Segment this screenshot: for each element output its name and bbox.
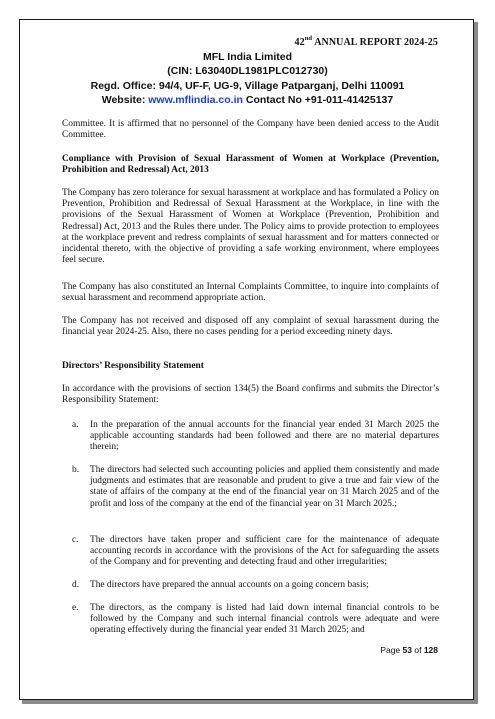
posh-heading: Compliance with Provision of Sexual Harassment of Women at Workplace (Prevention, Prohibition and Redressal) Act, 2013 <box>62 154 439 176</box>
registered-office: Regd. Office: 94/4, UF-F, UG-9, Village Patparganj, Delhi 110091 <box>90 80 405 92</box>
drs-heading: Directors’ Responsibility Statement <box>62 361 204 371</box>
list-marker: a. <box>72 420 79 430</box>
list-marker: e. <box>72 603 79 613</box>
website-link[interactable]: www.mflindia.co.in <box>148 94 243 106</box>
list-text: The directors have prepared the annual accounts on a going concern basis; <box>90 580 369 590</box>
company-name: MFL India Limited <box>202 51 293 63</box>
posh-paragraph-2: The Company has also constituted an Internal Complaints Committee, to inquire into complaints of sexual harassment and recommend appropriate action. <box>62 282 439 304</box>
company-cin: (CIN: L63040DL1981PLC012730) <box>167 65 328 77</box>
posh-paragraph-3: The Company has not received and disposed off any complaint of sexual harassment during the financial year 2024-25. Also, there no cases pending for a period exceeding ninety days. <box>62 316 439 338</box>
posh-paragraph-1: The Company has zero tolerance for sexual harassment at workplace and has formulated a Policy on Prevention, Prohibition and Redressal of Sexual Harassment at the Workplace, in line with the provisions of the Sexual Harassment of Women at Workplace (Prevention, Prohibition and Redressal) Act, 2013 and the Rules there under. The Policy aims to provide protection to employees at the workplace prevent and redress complaints of sexual harassment and for matters connected or incidental thereto, with the objective of providing a safe working environment, where employees feel secure. <box>62 188 439 266</box>
list-marker: b. <box>72 465 80 475</box>
list-text: The directors, as the company is listed had laid down internal financial controls to be followed by the Company and such internal financial controls were adequate and were operating effectively during the financial year ended 31 March 2025; and <box>90 603 439 636</box>
list-marker: d. <box>72 580 80 590</box>
drs-intro: In accordance with the provisions of section 134(5) the Board confirms and submits the Director’s Responsibility Statement: <box>62 384 439 406</box>
website-contact-line: Website: www.mflindia.co.in Contact No +91-011-41425137 <box>101 94 394 106</box>
list-text: The directors had selected such accounting policies and applied them consistently and made judgments and estimates that are reasonable and prudent to give a true and fair view of the state of affairs of the company at the end of the financial year on 31 March 2025 and of the profit and loss of the company at the end of the financial year on 31 March 2025.; <box>90 465 439 509</box>
report-title: 42nd ANNUAL REPORT 2024-25 <box>294 35 438 48</box>
page-number: Page 53 of 128 <box>380 645 438 655</box>
page-shadow-bottom <box>22 700 478 704</box>
list-text: In the preparation of the annual accounts for the financial year ended 31 March 2025 the applicable accounting standards had been followed and there are no material departures therein; <box>90 420 439 453</box>
intro-paragraph: Committee. It is affirmed that no personnel of the Company have been denied access to the Audit Committee. <box>62 119 439 141</box>
page-shadow-right <box>474 22 478 703</box>
list-marker: c. <box>72 535 79 545</box>
list-text: The directors have taken proper and sufficient care for the maintenance of adequate accounting records in accordance with the provisions of the Act for safeguarding the assets of the Company and for preventing and detecting fraud and other irregularities; <box>90 535 439 568</box>
